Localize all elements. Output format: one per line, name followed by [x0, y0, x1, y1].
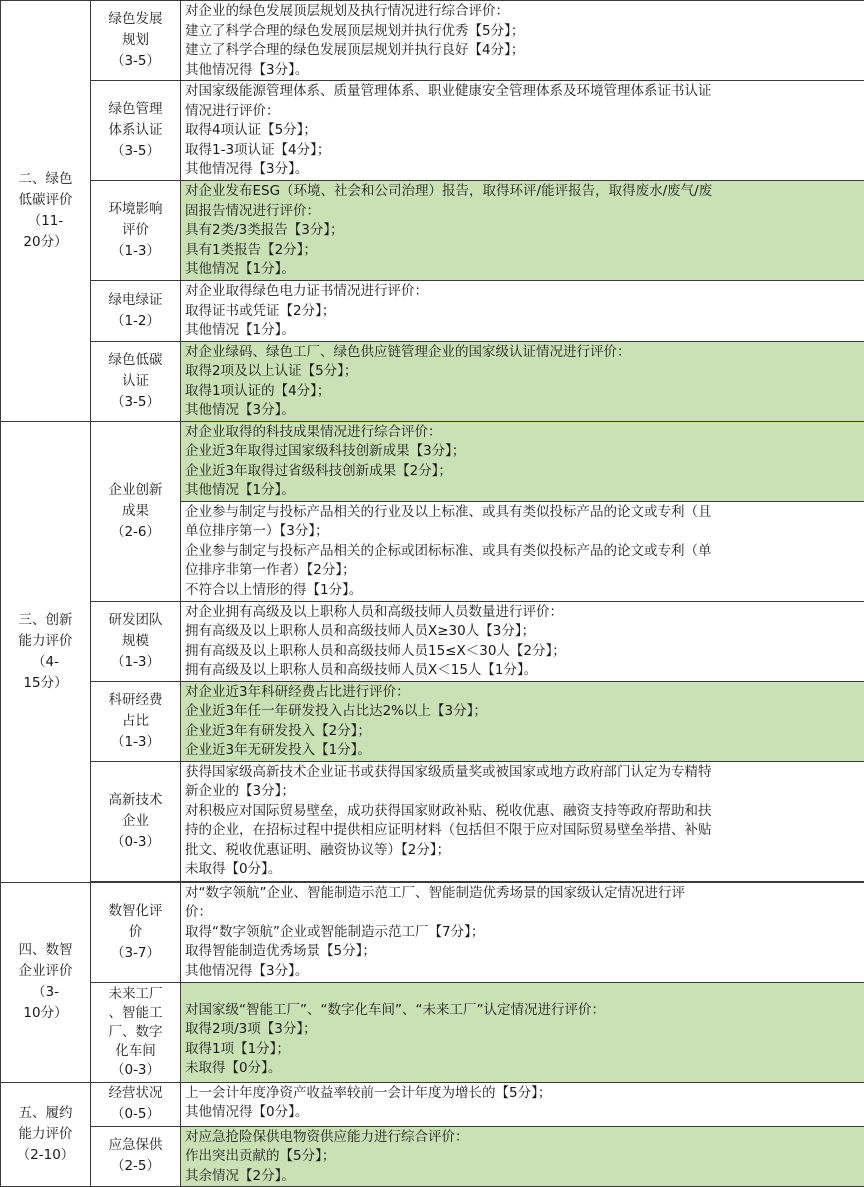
category-digital — [1, 882, 91, 1082]
table-row — [1, 1082, 864, 1126]
category-green-lowcarbon — [1, 1, 91, 422]
table-row — [1, 421, 864, 501]
item-description: 对“数字领航”企业、智能制造示范工厂、智能制造优秀场景的国家级认定情况进行评 价： 取得“数字领航”企业或智能制造示范工厂【7分】； 取得智能制造优秀场景【5分】； 其他情况得【3分】。 — [181, 882, 864, 982]
table-row — [1, 982, 864, 1082]
category-line: 10分） — [7, 1003, 84, 1024]
item-description: 企业参与制定与投标产品相关的行业及以上标准、或具有类似投标产品的论文或专利（且 单位排序第一）【3分】； 企业参与制定与投标产品相关的企标或团标标准、或具有类似投标产品的论文或专利（单 位排序非第一作者）【2分】； 不符合以上情形的得【1分】。 — [181, 501, 864, 601]
item-name: 未来工厂 、智能工 厂、数字 化车间 （0-3） — [91, 982, 181, 1082]
item-description: 对企业发布ESG（环境、社会和公司治理）报告，取得环评/能评报告，取得废水/废气/废 固报告情况进行评价： 具有2类/3类报告【3分】； 具有1类报告【2分】； 其他情况【1分】。 — [181, 181, 864, 281]
category-line: （3- — [7, 982, 84, 1003]
item-name: 高新技术 企业 （0-3） — [91, 761, 181, 881]
item-name: 数智化评 价 （3-7） — [91, 882, 181, 982]
item-name: 绿色发展 规划 （3-5） — [91, 1, 181, 81]
category-line: 四、数智 — [7, 940, 84, 961]
table-row — [1, 761, 864, 881]
category-line: 企业评价 — [7, 961, 84, 982]
category-line: 三、创新 — [7, 610, 84, 631]
category-line: 20分） — [7, 232, 84, 253]
item-description: 对企业的绿色发展顶层规划及执行情况进行综合评价： 建立了科学合理的绿色发展顶层规划并执行优秀【5分】； 建立了科学合理的绿色发展顶层规划并执行良好【4分】； 其他情况得【3分】。 — [181, 1, 864, 81]
category-line: 15分） — [7, 673, 84, 694]
table-row — [1, 81, 864, 181]
item-name: 绿电绿证 （1-2） — [91, 281, 181, 342]
item-description: 对国家级“智能工厂”、“数字化车间”、“未来工厂”认定情况进行评价： 取得2项/3项【3分】； 取得1项【1分】； 未取得【0分】。 — [181, 982, 864, 1082]
table-row — [1, 681, 864, 761]
item-name: 绿色低碳 认证 （3-5） — [91, 341, 181, 421]
category-line: 能力评价 — [7, 631, 84, 652]
table-row — [1, 281, 864, 342]
table-row — [1, 181, 864, 281]
table-row — [1, 882, 864, 982]
item-name: 经营状况 （0-5） — [91, 1082, 181, 1126]
item-description: 对企业取得绿色电力证书情况进行评价： 取得证书或凭证【2分】； 其他情况【1分】。 — [181, 281, 864, 342]
item-description: 对国家级能源管理体系、质量管理体系、职业健康安全管理体系及环境管理体系证书认证 情况进行评价： 取得4项认证【5分】； 取得1-3项认证【4分】； 其他情况得【3分】。 — [181, 81, 864, 181]
item-name: 环境影响 评价 （1-3） — [91, 181, 181, 281]
table-row — [1, 1, 864, 81]
item-name: 研发团队 规模 （1-3） — [91, 601, 181, 681]
item-description: 对企业拥有高级及以上职称人员和高级技师人员数量进行评价： 拥有高级及以上职称人员和高级技师人员X≥30人【3分】； 拥有高级及以上职称人员和高级技师人员15≤X＜30人【2分】； 拥有高级及以上职称人员和高级技师人员X＜15人【1分】。 — [181, 601, 864, 681]
item-description: 对企业取得的科技成果情况进行综合评价： 企业近3年取得过国家级科技创新成果【3分】； 企业近3年取得过省级科技创新成果【2分】； 其他情况【1分】。 — [181, 421, 864, 501]
category-performance — [1, 1082, 91, 1187]
item-name: 科研经费 占比 （1-3） — [91, 681, 181, 761]
item-name: 绿色管理 体系认证 （3-5） — [91, 81, 181, 181]
item-name: 应急保供 （2-5） — [91, 1126, 181, 1187]
category-line: 五、履约 — [7, 1103, 84, 1124]
table-row — [1, 341, 864, 421]
item-description: 对企业近3年科研经费占比进行评价： 企业近3年任一年研发投入占比达2%以上【3分】； 企业近3年有研发投入【2分】； 企业近3年无研发投入【1分】。 — [181, 681, 864, 761]
category-line: 二、绿色 — [7, 169, 84, 190]
category-innovation — [1, 421, 91, 882]
table-row — [1, 1126, 864, 1187]
category-line: （2-10） — [7, 1145, 84, 1166]
item-description: 上一会计年度净资产收益率较前一会计年度为增长的【5分】； 其他情况得【0分】。 — [181, 1082, 864, 1126]
item-description: 对企业绿码、绿色工厂、绿色供应链管理企业的国家级认证情况进行评价： 取得2项及以上认证【5分】； 取得1项认证的【4分】； 其他情况【3分】。 — [181, 341, 864, 421]
table-row — [1, 601, 864, 681]
item-description: 对应急抢险保供电物资供应能力进行综合评价： 作出突出贡献的【5分】； 其余情况【2分】。 — [181, 1126, 864, 1187]
category-line: 低碳评价 — [7, 190, 84, 211]
item-name: 企业创新 成果 （2-6） — [91, 421, 181, 601]
category-line: （11- — [7, 211, 84, 232]
category-line: 能力评价 — [7, 1124, 84, 1145]
category-line: （4- — [7, 652, 84, 673]
item-description: 获得国家级高新技术企业证书或获得国家级质量奖或被国家或地方政府部门认定为专精特 新企业的【3分】； 对积极应对国际贸易壁垒，成功获得国家财政补贴、税收优惠、融资支持等政府帮助和扶 持的企业，在招标过程中提供相应证明材料（包括但不限于应对国际贸易壁垒举措、补贴 批文、税收优惠证明、融资协议等）【2分】； 未取得【0分】。 — [181, 761, 864, 881]
